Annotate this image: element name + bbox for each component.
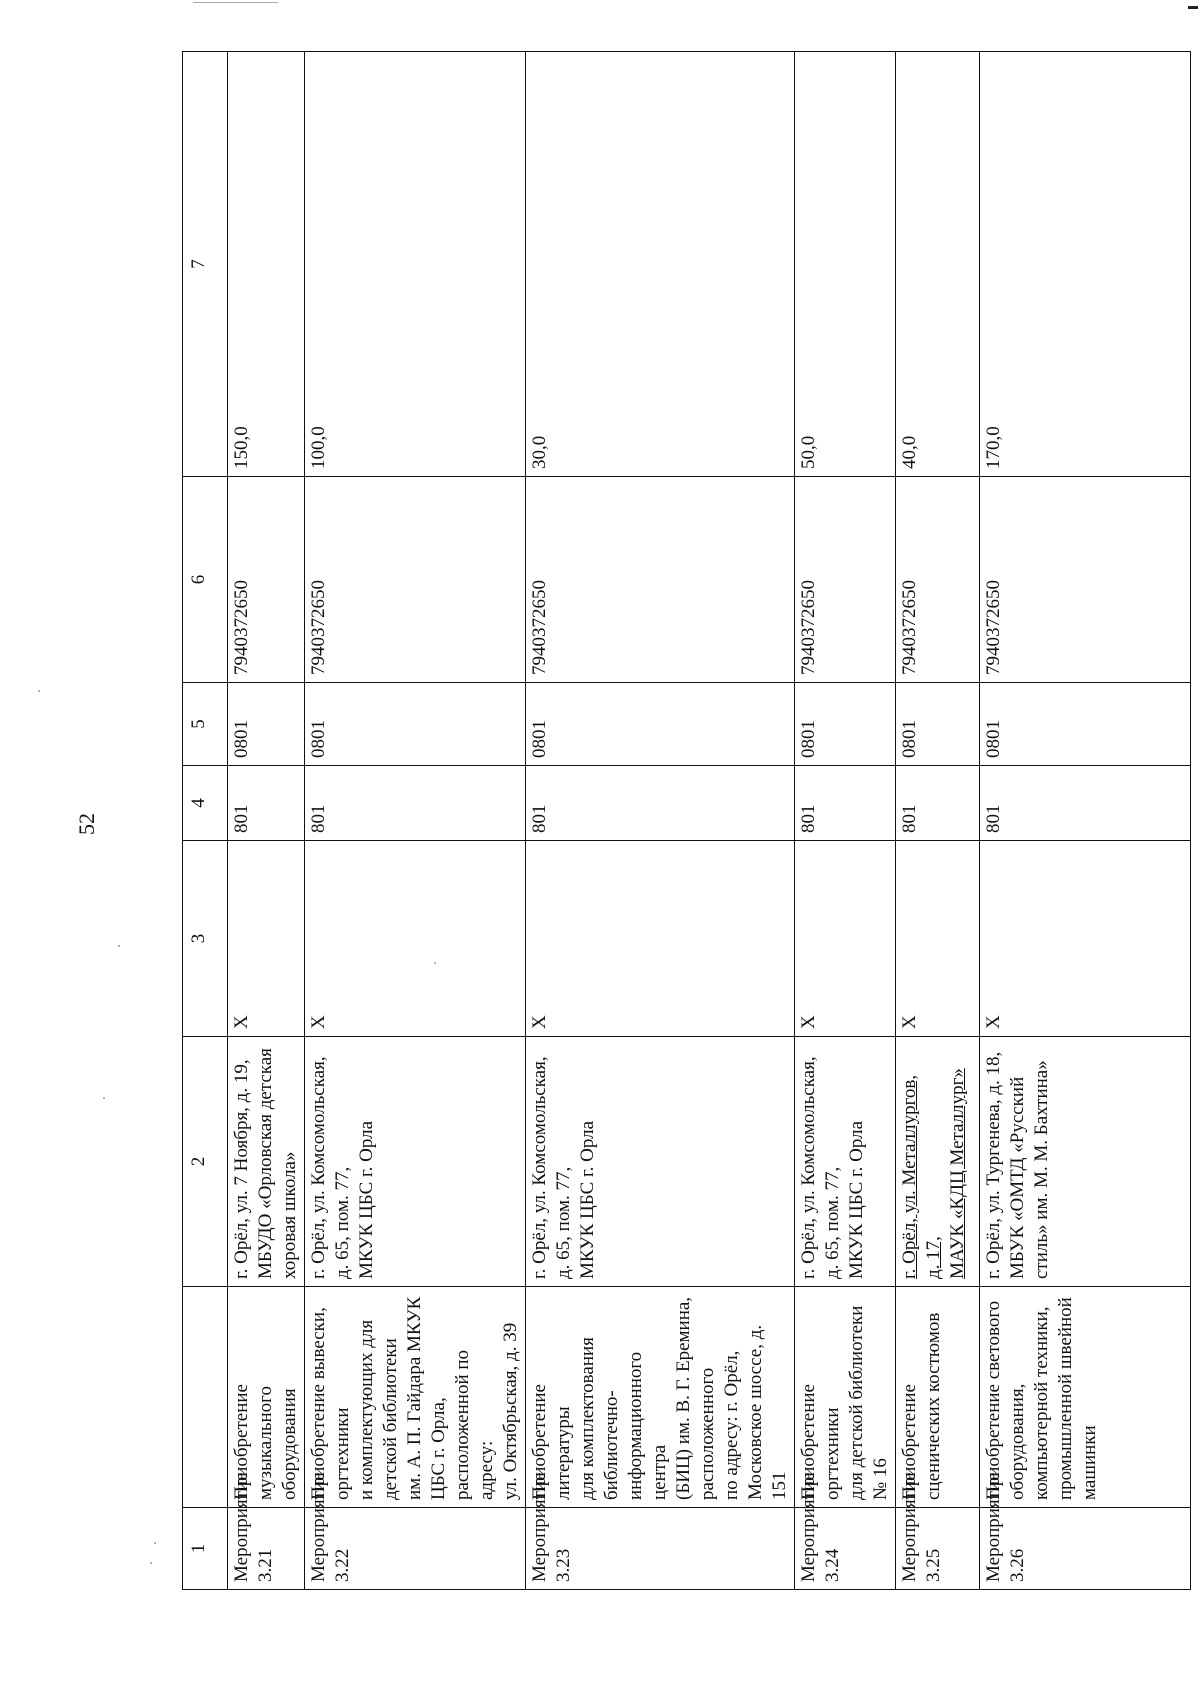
- event-description-cell: Приобретение сценических костюмов: [896, 1287, 980, 1508]
- scan-artifact-line: [193, 2, 278, 3]
- col6-cell: 7940372650: [305, 477, 526, 683]
- event-address-text: г. Орёл, ул. Металлургов, д. 17, МАУК «КДЦ Металлург»: [899, 1068, 968, 1279]
- event-number-cell: Мероприятие 3.22: [305, 1508, 526, 1590]
- rotated-table-frame: [182, 52, 1100, 1590]
- event-number-cell: Мероприятие 3.21: [228, 1508, 305, 1590]
- table-row: [305, 52, 526, 1590]
- col3-cell: X: [795, 841, 896, 1037]
- event-number-cell: Мероприятие 3.25: [896, 1508, 980, 1590]
- col4-cell: 801: [228, 766, 305, 841]
- col4-cell: 801: [896, 766, 980, 841]
- col6-cell: 7940372650: [228, 477, 305, 683]
- col3-cell: X: [305, 841, 526, 1037]
- col4-cell: 801: [980, 766, 1191, 841]
- event-address-cell: г. Орёл, ул. Комсомольская, д. 65, пом. 77, МКУК ЦБС г. Орла: [795, 1037, 896, 1287]
- col5-cell: 0801: [526, 683, 795, 766]
- col3-cell: X: [526, 841, 795, 1037]
- col5-cell: 0801: [980, 683, 1191, 766]
- col5-cell: 0801: [795, 683, 896, 766]
- header-cell: 1: [183, 1508, 228, 1590]
- event-address-cell: г. Орёл, ул. Комсомольская, д. 65, пом. 77, МКУК ЦБС г. Орла: [305, 1037, 526, 1287]
- col4-cell: 801: [795, 766, 896, 841]
- budget-table: [182, 51, 1191, 1590]
- col3-cell: X: [896, 841, 980, 1037]
- col7-cell: 170,0: [980, 52, 1191, 477]
- header-cell: 5: [183, 683, 228, 766]
- header-cell: 2: [183, 1037, 228, 1287]
- event-description-cell: Приобретение оргтехники для детской библиотеки № 16: [795, 1287, 896, 1508]
- header-cell: 4: [183, 766, 228, 841]
- page-number: 52: [74, 813, 99, 835]
- scan-speck: [103, 1097, 105, 1099]
- table-row: [795, 52, 896, 1590]
- event-description-cell: Приобретение светового оборудования, компьютерной техники, промышленной швейной машинки: [980, 1287, 1191, 1508]
- col7-cell: 150,0: [228, 52, 305, 477]
- col5-cell: 0801: [896, 683, 980, 766]
- scan-speck: [154, 1542, 156, 1544]
- header-cell: 6: [183, 477, 228, 683]
- scan-speck: [150, 1562, 152, 1564]
- col6-cell: 7940372650: [795, 477, 896, 683]
- col7-cell: 100,0: [305, 52, 526, 477]
- col6-cell: 7940372650: [980, 477, 1191, 683]
- event-address-cell: г. Орёл, ул. Комсомольская, д. 65, пом. 77, МКУК ЦБС г. Орла: [526, 1037, 795, 1287]
- scan-speck: [38, 690, 40, 692]
- event-number-cell: Мероприятие 3.23: [526, 1508, 795, 1590]
- col3-cell: X: [228, 841, 305, 1037]
- table-row: [228, 52, 305, 1590]
- event-number-cell: Мероприятие 3.24: [795, 1508, 896, 1590]
- scan-artifact-mark: [1188, 6, 1198, 9]
- event-description-cell: Приобретение литературы для комплектования библиотечно- информационного центра (БИЦ) им. В. Г. Еремина, расположенного по адресу: г. Орёл, Московское шоссе, д. 151: [526, 1287, 795, 1508]
- table-row: [980, 52, 1191, 1590]
- table-container: [182, 52, 1100, 1590]
- scan-speck: [434, 962, 436, 964]
- col6-cell: 7940372650: [526, 477, 795, 683]
- table-row: [526, 52, 795, 1590]
- col4-cell: 801: [526, 766, 795, 841]
- event-address-cell: г. Орёл, ул. Тургенева, д. 18, МБУК «ОМТД «Русский стиль» им. М. М. Бахтина»: [980, 1037, 1191, 1287]
- table-row: [896, 52, 980, 1590]
- col5-cell: 0801: [305, 683, 526, 766]
- col6-cell: 7940372650: [896, 477, 980, 683]
- event-number-cell: Мероприятие 3.26: [980, 1508, 1191, 1590]
- header-cell: [183, 1287, 228, 1508]
- col5-cell: 0801: [228, 683, 305, 766]
- col3-cell: X: [980, 841, 1191, 1037]
- col7-cell: 50,0: [795, 52, 896, 477]
- event-address-cell: [896, 1037, 980, 1287]
- col7-cell: 30,0: [526, 52, 795, 477]
- event-description-cell: Приобретение вывески, оргтехники и комплектующих для детской библиотеки им. А. П. Гайдара МКУК ЦБС г. Орла, расположенной по адресу: ул. Октябрьская, д. 39: [305, 1287, 526, 1508]
- scan-speck: [118, 945, 120, 947]
- col7-cell: 40,0: [896, 52, 980, 477]
- event-description-cell: Приобретение музыкального оборудования: [228, 1287, 305, 1508]
- header-cell: 7: [183, 52, 228, 477]
- event-address-cell: г. Орёл, ул. 7 Ноября, д. 19, МБУДО «Орловская детская хоровая школа»: [228, 1037, 305, 1287]
- header-cell: 3: [183, 841, 228, 1037]
- table-header-row: [183, 52, 228, 1590]
- col4-cell: 801: [305, 766, 526, 841]
